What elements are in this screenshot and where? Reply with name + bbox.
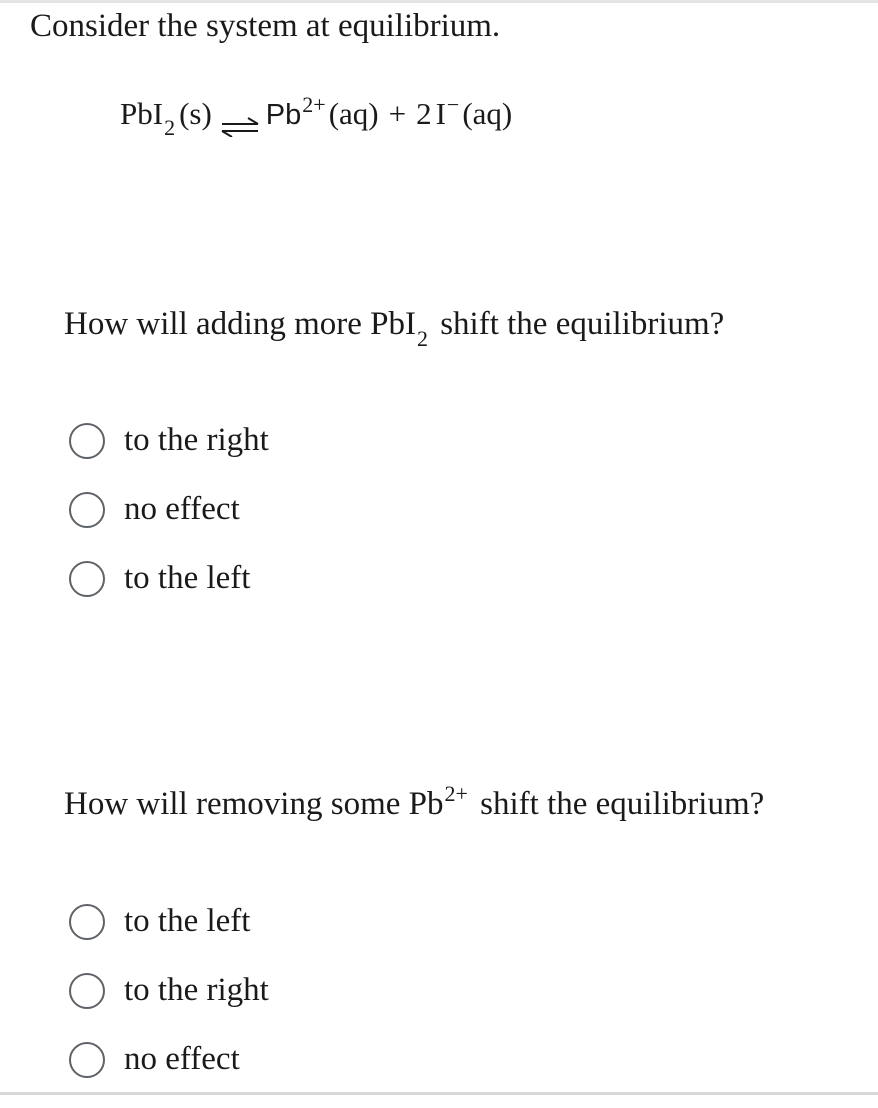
plus-sign: + xyxy=(388,96,407,131)
question-1-option-3[interactable] xyxy=(69,558,269,627)
question-2-options xyxy=(69,901,269,1108)
question-2-text xyxy=(64,782,764,829)
intro-text: Consider the system at equilibrium. xyxy=(30,8,501,44)
radio-unchecked-icon[interactable] xyxy=(69,904,105,940)
question-2-superscript: 2+ xyxy=(444,781,468,806)
product2-formula: I xyxy=(435,96,446,131)
chemical-equation xyxy=(120,92,512,139)
question-1-option-1[interactable] xyxy=(69,420,269,489)
bottom-divider xyxy=(0,1092,878,1095)
question-1-text xyxy=(64,302,724,349)
question-1-subscript: 2 xyxy=(416,326,428,351)
option-label[interactable]: no effect xyxy=(124,1041,240,1077)
option-label[interactable]: to the right xyxy=(124,972,269,1008)
option-label[interactable]: to the left xyxy=(124,560,251,596)
product2-charge: − xyxy=(446,92,460,117)
product1-state: (aq) xyxy=(328,96,379,131)
question-2-option-1[interactable] xyxy=(69,901,269,970)
reactant-formula: PbI xyxy=(120,96,164,131)
question-2-text-after: shift the equilibrium? xyxy=(480,786,765,822)
question-1-options xyxy=(69,420,269,627)
reactant-state: (s) xyxy=(179,96,212,131)
question-2-text-before: How will removing some Pb xyxy=(64,786,444,822)
radio-unchecked-icon[interactable] xyxy=(69,1042,105,1078)
radio-unchecked-icon[interactable] xyxy=(69,973,105,1009)
question-1-text-after: shift the equilibrium? xyxy=(440,306,725,342)
radio-unchecked-icon[interactable] xyxy=(69,423,105,459)
equilibrium-arrow-icon xyxy=(220,105,260,125)
product1-formula: Pb xyxy=(265,99,302,131)
product1-charge: 2+ xyxy=(302,92,326,117)
question-1-text-before: How will adding more PbI xyxy=(64,306,416,342)
option-label[interactable]: to the right xyxy=(124,422,269,458)
radio-unchecked-icon[interactable] xyxy=(69,492,105,528)
product2-state: (aq) xyxy=(462,96,513,131)
question-2-option-2[interactable] xyxy=(69,970,269,1039)
coefficient: 2 xyxy=(416,96,432,131)
reactant-subscript: 2 xyxy=(164,115,176,140)
radio-unchecked-icon[interactable] xyxy=(69,561,105,597)
question-1-option-2[interactable] xyxy=(69,489,269,558)
option-label[interactable]: to the left xyxy=(124,903,251,939)
option-label[interactable]: no effect xyxy=(124,491,240,527)
top-divider xyxy=(0,0,878,3)
